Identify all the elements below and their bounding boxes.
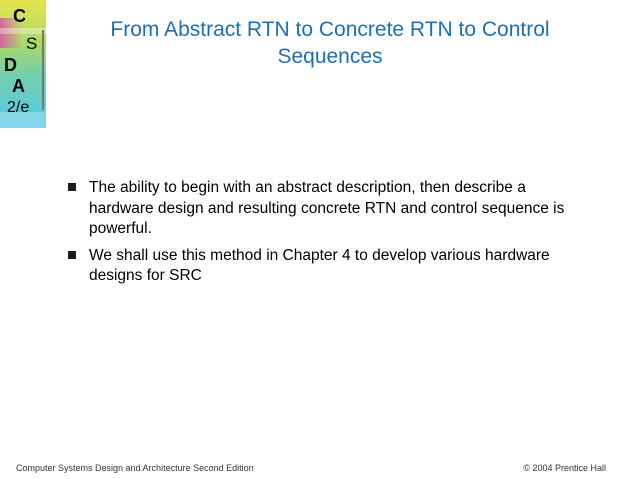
square-bullet-icon (68, 183, 76, 191)
footer-book-title: Computer Systems Design and Architecture Second Edition (16, 463, 254, 473)
bullet-item (68, 178, 588, 240)
logo-letter-s: S (26, 34, 38, 53)
logo-letter-a: A (12, 76, 25, 96)
csda-logo (0, 0, 46, 128)
square-bullet-icon (68, 251, 76, 259)
slide-title: From Abstract RTN to Concrete RTN to Control Sequences (110, 18, 550, 68)
bullet-text: The ability to begin with an abstract description, then describe a hardware design and resulting concrete RTN and control sequence is powerful. (89, 179, 565, 237)
logo-letter-c: C (13, 6, 26, 26)
logo-letter-d: D (4, 55, 17, 75)
footer-copyright: © 2004 Prentice Hall (523, 463, 606, 473)
bullet-item (68, 246, 588, 287)
logo-edition: 2/e (7, 99, 30, 116)
bullet-list (68, 178, 588, 293)
bullet-text: We shall use this method in Chapter 4 to develop various hardware designs for SRC (89, 246, 550, 284)
